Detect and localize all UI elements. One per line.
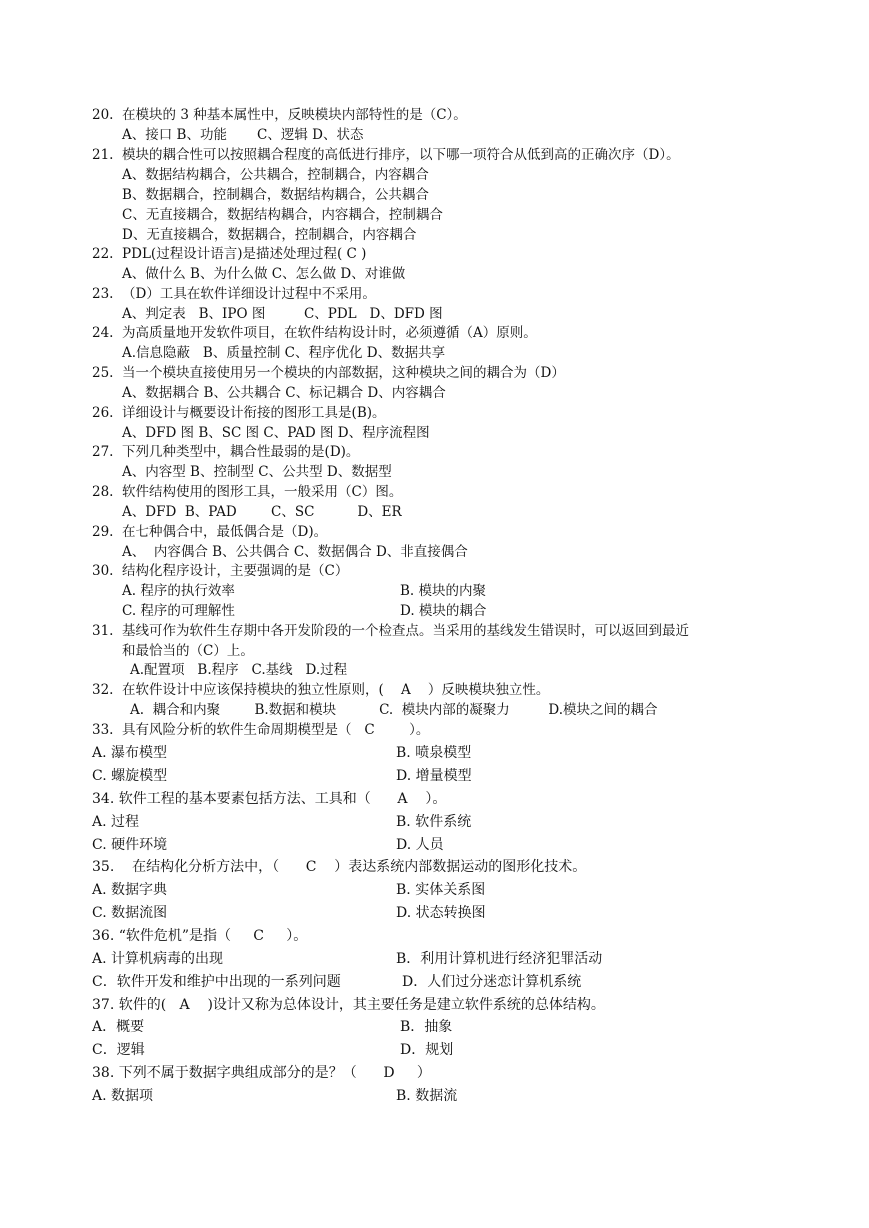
question-20: 20. 在模块的 3 种基本属性中，反映模块内部特性的是（C）。: [92, 107, 467, 123]
option-36d: D．人们过分迷恋计算机系统: [402, 974, 582, 990]
question-31-cont: 和最恰当的（C）上。: [122, 643, 254, 659]
options-28: A、DFD B、PAD C、SC D、ER: [122, 504, 402, 520]
question-28: 28. 软件结构使用的图形工具，一般采用（C）图。: [92, 484, 403, 500]
option-33d: D. 增量模型: [396, 768, 472, 784]
question-27: 27. 下列几种类型中，耦合性最弱的是(D)。: [92, 444, 360, 460]
option-21a: A、数据结构耦合，公共耦合，控制耦合，内容耦合: [122, 167, 429, 183]
question-26: 26. 详细设计与概要设计衔接的图形工具是(B)。: [92, 405, 386, 421]
option-35a: A. 数据字典: [92, 882, 168, 898]
options-29: A、 内容偶合 B、公共偶合 C、数据偶合 D、非直接偶合: [122, 544, 468, 560]
question-24: 24. 为高质量地开发软件项目，在软件结构设计时，必须遵循（A）原则。: [92, 325, 537, 341]
option-36a: A. 计算机病毒的出现: [92, 951, 224, 967]
option-34b: B. 软件系统: [396, 814, 472, 830]
question-33: 33. 具有风险分析的软件生命周期模型是（ C ）。: [92, 722, 430, 738]
question-30: 30. 结构化程序设计，主要强调的是（C）: [92, 563, 349, 579]
question-38: 38. 下列不属于数据字典组成部分的是？（ D ）: [92, 1065, 431, 1081]
option-34c: C. 硬件环境: [92, 837, 168, 853]
option-21c: C、无直接耦合，数据结构耦合，内容耦合，控制耦合: [122, 207, 443, 223]
options-32: A. 耦合和内聚 B.数据和模块 C. 模块内部的凝聚力 D.模块之间的耦合: [130, 702, 658, 718]
question-36: 36. “软件危机”是指（ C ）。: [92, 928, 308, 944]
question-37: 37. 软件的( A )设计又称为总体设计，其主要任务是建立软件系统的总体结构。: [92, 997, 605, 1013]
question-21: 21. 模块的耦合性可以按照耦合程度的高低进行排序，以下哪一项符合从低到高的正确次序（D）。: [92, 147, 680, 163]
question-34: 34. 软件工程的基本要素包括方法、工具和（ A ）。: [92, 791, 447, 807]
question-32: 32. 在软件设计中应该保持模块的独立性原则，( A ）反映模块独立性。: [92, 682, 550, 698]
option-37d: D．规划: [400, 1042, 454, 1058]
options-27: A、内容型 B、控制型 C、公共型 D、数据型: [122, 464, 392, 480]
option-21d: D、无直接耦合，数据耦合，控制耦合，内容耦合: [122, 227, 417, 243]
question-31: 31. 基线可作为软件生存期中各开发阶段的一个检查点。当采用的基线发生错误时，可以返回到最近: [92, 623, 690, 639]
options-20: A、接口 B、功能 C、逻辑 D、状态: [122, 127, 364, 143]
options-26: A、DFD 图 B、SC 图 C、PAD 图 D、程序流程图: [122, 425, 430, 441]
option-30b: B. 模块的内聚: [400, 583, 487, 599]
option-30a: A. 程序的执行效率: [122, 583, 235, 599]
option-34d: D. 人员: [396, 837, 444, 853]
option-30d: D. 模块的耦合: [400, 603, 487, 619]
option-33a: A. 瀑布模型: [92, 745, 168, 761]
options-25: A、数据耦合 B、公共耦合 C、标记耦合 D、内容耦合: [122, 385, 446, 401]
options-23: A、判定表 B、IPO 图 C、PDL D、DFD 图: [122, 306, 443, 322]
option-33c: C. 螺旋模型: [92, 768, 168, 784]
option-38a: A. 数据项: [92, 1088, 154, 1104]
option-34a: A. 过程: [92, 814, 140, 830]
option-37b: B．抽象: [400, 1019, 453, 1035]
options-31: A.配置项 B.程序 C.基线 D.过程: [130, 662, 348, 678]
question-29: 29. 在七种偶合中，最低偶合是（D)。: [92, 524, 328, 540]
option-21b: B、数据耦合，控制耦合，数据结构耦合，公共耦合: [122, 187, 429, 203]
option-37c: C．逻辑: [92, 1042, 145, 1058]
question-35: 35. 在结构化分析方法中，（ C ）表达系统内部数据运动的图形化技术。: [92, 859, 587, 875]
option-33b: B. 喷泉模型: [396, 745, 472, 761]
option-30c: C. 程序的可理解性: [122, 603, 235, 619]
option-35c: C. 数据流图: [92, 905, 168, 921]
option-35d: D. 状态转换图: [396, 905, 486, 921]
question-23: 23. （D）工具在软件详细设计过程中不采用。: [92, 286, 376, 302]
option-35b: B. 实体关系图: [396, 882, 486, 898]
options-24: A.信息隐蔽 B、质量控制 C、程序优化 D、数据共享: [122, 345, 446, 361]
option-36c: C．软件开发和维护中出现的一系列问题: [92, 974, 341, 990]
options-22: A、做什么 B、为什么做 C、怎么做 D、对谁做: [122, 266, 406, 282]
option-38b: B. 数据流: [396, 1088, 458, 1104]
question-25: 25. 当一个模块直接使用另一个模块的内部数据，这种模块之间的耦合为（D）: [92, 365, 565, 381]
question-22: 22. PDL(过程设计语言)是描述处理过程( C ): [92, 246, 367, 262]
option-36b: B．利用计算机进行经济犯罪活动: [396, 951, 603, 967]
option-37a: A．概要: [92, 1019, 145, 1035]
